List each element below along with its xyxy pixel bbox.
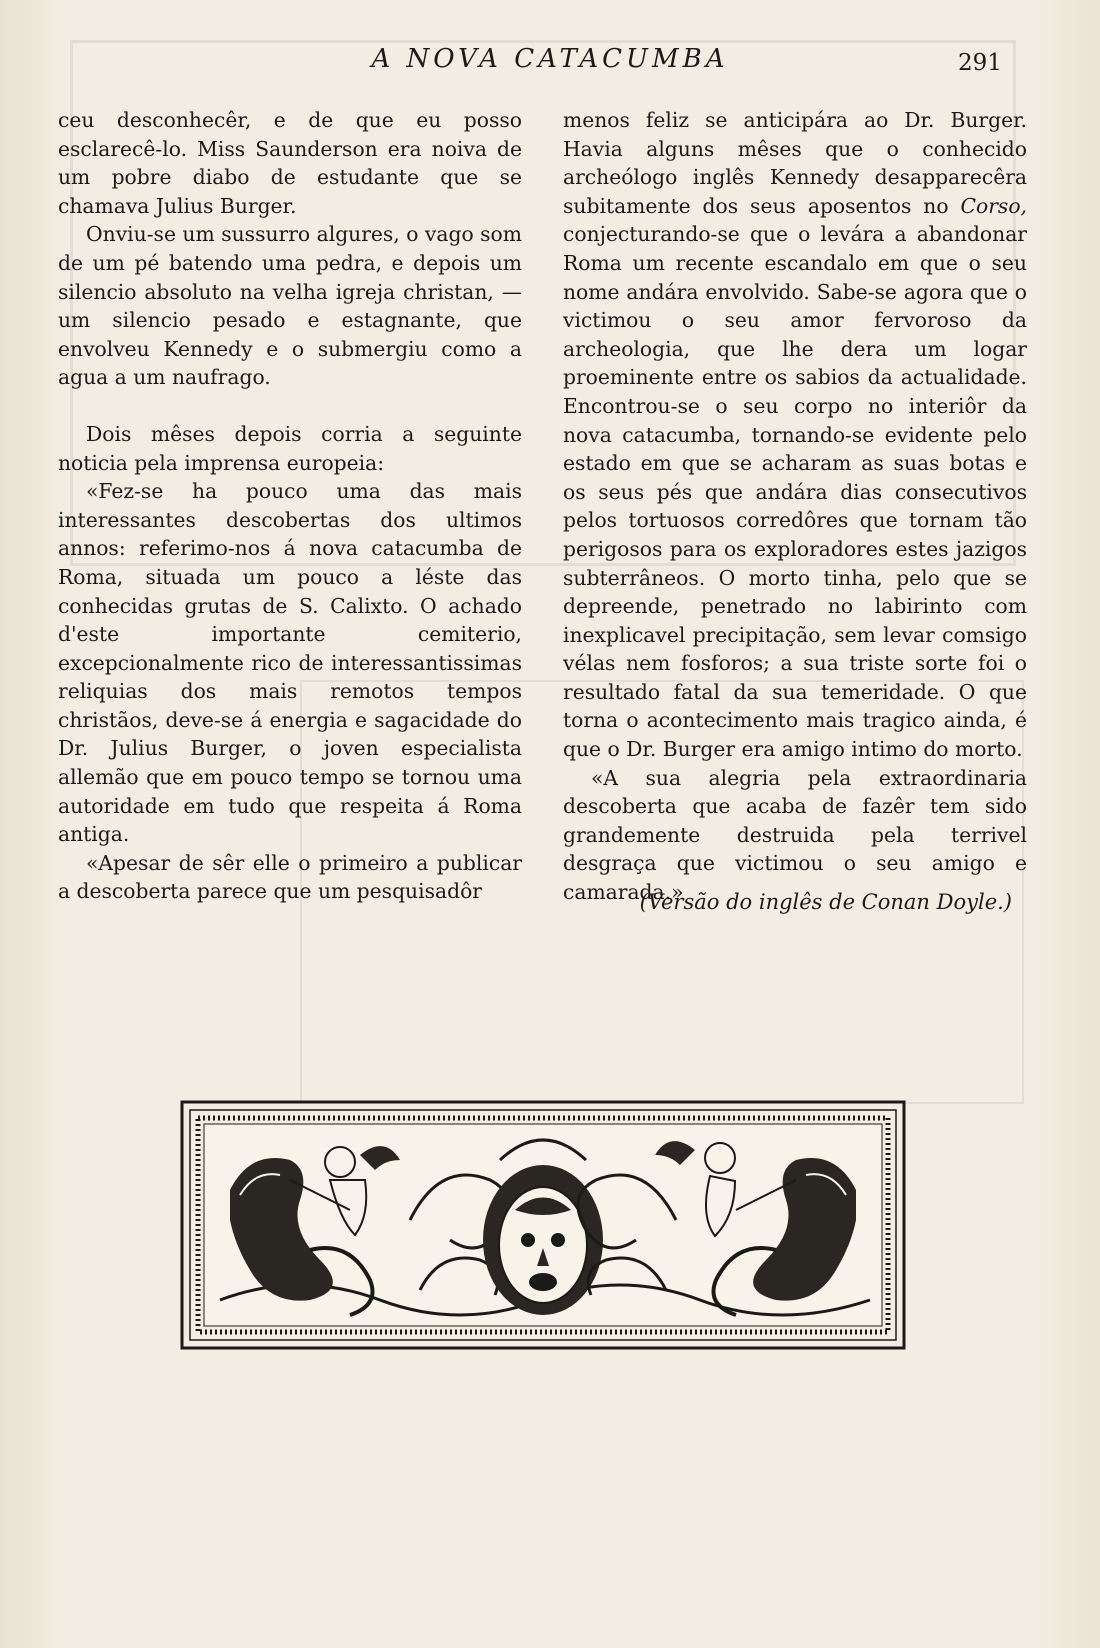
italic-place-name: Corso, <box>960 193 1027 218</box>
text-run: menos feliz se anticipára ao Dr. Burger. Havia alguns mêses que o conhecido archeólogo inglês Kennedy desapparecêra subitamente dos seus aposentos no <box>563 108 1027 218</box>
paragraph: «Apesar de sêr elle o primeiro a publicar a descoberta parece que um pesquisadôr <box>58 850 522 904</box>
left-column <box>58 106 522 906</box>
text-run: conjecturando-se que o levára a abandonar Roma um recente escandalo em que o seu nome andára envolvido. Sabe-se agora que o victimou o seu amor fervoroso da archeologia, que lhe dera um logar proeminente entre os sabios da actualidade. Encontrou-se o seu corpo no interiôr da nova catacumba, tornando-se evidente pelo estado em que se acharam as suas botas e os seus pés que andára dias consecutivos pelos tortuosos corredôres que tornam tão perigosos para os exploradores estes jazigos subterrâneos. O morto tinha, pelo que se depreende, penetrado no labirinto com inexplicavel precipitação, sem levar comsigo vélas nem fosforos; a sua triste sorte foi o resultado fatal da sua temeridade. O que torna o acontecimento mais tragico ainda, é que o Dr. Burger era amigo intimo do morto. <box>563 222 1027 762</box>
paragraph: ceu desconhecêr, e de que eu posso esclarecê-lo. Miss Saunderson era noiva de um pobre diabo de estudante que se chamava Julius Burger. <box>58 108 522 218</box>
paragraph: Onviu-se um sussurro algures, o vago som de um pé batendo uma pedra, e depois um silencio absoluto na velha igreja christan, — um silencio pesado e estagnante, que envolveu Kennedy e o submergiu como a agua a um naufrago. <box>58 222 522 390</box>
running-title: A NOVA CATACUMBA <box>371 44 729 74</box>
paragraph: «A sua alegria pela extraordinaria descoberta que acaba de fazêr tem sido grandemente destruida pela terrivel desgraça que victimou o seu amigo e camarada.» <box>563 765 1027 905</box>
page-number: 291 <box>958 50 1002 76</box>
paragraph: «Fez-se ha pouco uma das mais interessantes descobertas dos ultimos annos: referimo-nos á nova catacumba de Roma, situada um pouco a léste das conhecidas grutas de S. Calixto. O achado d'este importante cemiterio, excepcionalmente rico de interessantissimas reliquias dos mais remotos tempos christãos, deve-se á energia e sagacidade do Dr. Julius Burger, o joven especialista allemão que em pouco tempo se tornou uma autoridade em tudo que respeita á Roma antiga. <box>58 479 522 847</box>
translation-credit: (Versão do inglês de Conan Doyle.) <box>639 890 1012 914</box>
paragraph: Dois mêses depois corria a seguinte noticia pela imprensa europeia: <box>58 421 522 475</box>
paragraph <box>563 106 1027 764</box>
right-column <box>563 106 1027 907</box>
grotesque-ornament-icon <box>180 1100 906 1350</box>
ornamental-vignette <box>180 1100 906 1350</box>
